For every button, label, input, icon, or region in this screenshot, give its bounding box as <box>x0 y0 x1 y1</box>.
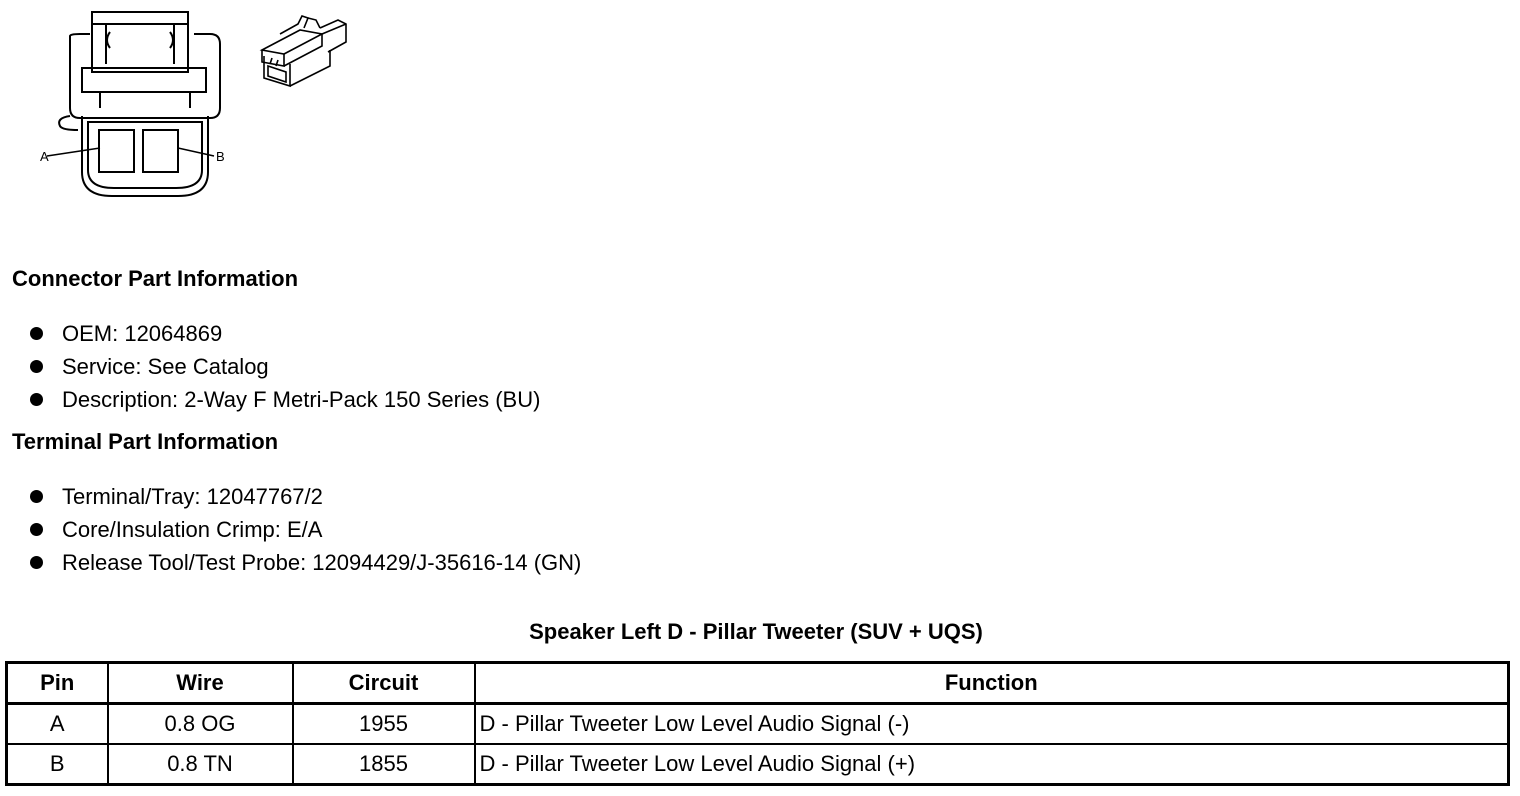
list-item <box>28 350 540 383</box>
cell-wire: 0.8 OG <box>108 704 293 745</box>
release-tool-text: Release Tool/Test Probe: 12094429/J-35616-14 (GN) <box>62 550 582 575</box>
bullet-icon <box>30 327 43 340</box>
cell-function: D - Pillar Tweeter Low Level Audio Signal (-) <box>475 704 1509 745</box>
list-item <box>28 546 581 579</box>
connector-part-info-heading: Connector Part Information <box>12 266 299 291</box>
list-item <box>28 383 540 416</box>
bullet-icon <box>30 360 43 373</box>
table-row <box>7 704 1509 745</box>
pin-label-b: B <box>216 149 225 164</box>
connector-isometric-diagram <box>250 6 360 92</box>
cell-wire: 0.8 TN <box>108 744 293 785</box>
service-text: Service: See Catalog <box>62 354 269 379</box>
terminal-tray-text: Terminal/Tray: 12047767/2 <box>62 484 323 509</box>
pin-label-a: A <box>40 149 49 164</box>
connector-part-info-list <box>28 317 540 416</box>
cell-circuit: 1955 <box>293 704 475 745</box>
oem-text: OEM: 12064869 <box>62 321 223 346</box>
list-item <box>28 317 540 350</box>
crimp-text: Core/Insulation Crimp: E/A <box>62 517 323 542</box>
header-function: Function <box>475 663 1509 704</box>
table-header-row <box>7 663 1509 704</box>
table-row <box>7 744 1509 785</box>
cell-circuit: 1855 <box>293 744 475 785</box>
cell-pin: B <box>7 744 108 785</box>
list-item <box>28 480 581 513</box>
table-title: Speaker Left D - Pillar Tweeter (SUV + UQS) <box>529 619 983 644</box>
description-text: Description: 2-Way F Metri-Pack 150 Series (BU) <box>62 387 541 412</box>
header-circuit: Circuit <box>293 663 475 704</box>
bullet-icon <box>30 490 43 503</box>
bullet-icon <box>30 393 43 406</box>
terminal-part-info-list <box>28 480 581 579</box>
pin-table <box>5 661 1510 786</box>
terminal-part-info-heading: Terminal Part Information <box>12 429 279 454</box>
cell-function: D - Pillar Tweeter Low Level Audio Signal (+) <box>475 744 1509 785</box>
header-wire: Wire <box>108 663 293 704</box>
bullet-icon <box>30 523 43 536</box>
cell-pin: A <box>7 704 108 745</box>
header-pin: Pin <box>7 663 108 704</box>
connector-front-view-diagram <box>30 4 260 204</box>
bullet-icon <box>30 556 43 569</box>
list-item <box>28 513 581 546</box>
